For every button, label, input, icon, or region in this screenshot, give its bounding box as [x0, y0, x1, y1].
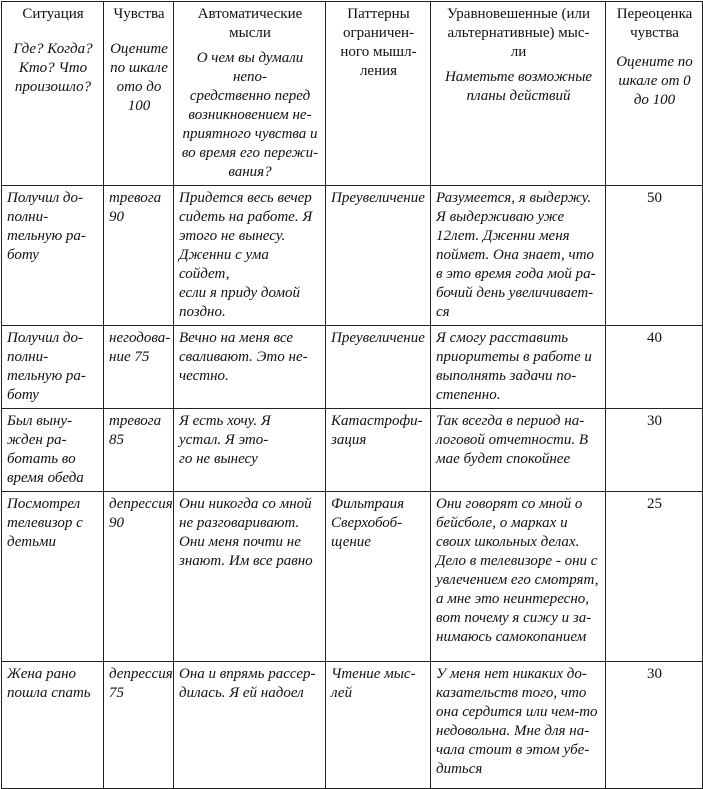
table-row	[2, 186, 703, 326]
table-row	[2, 409, 703, 492]
feelings-cell: тревога 90	[104, 186, 174, 326]
header-subtitle: О чем вы думали непо- средственно перед возникновением не- приятного чувства и во время его пережи- вания?	[181, 50, 319, 180]
header-row	[2, 2, 703, 186]
automatic-thoughts-cell: Вечно на меня все сваливают. Это не- честно.	[174, 326, 326, 409]
header-title: Чувства	[113, 6, 165, 22]
rerate-cell: 30	[606, 662, 703, 789]
situation-cell: Был выну- жден ра- ботать во время обеда	[2, 409, 104, 492]
header-rerate-feelings	[606, 2, 703, 186]
header-feelings	[104, 2, 174, 186]
header-subtitle: Оцените по шкале от 0 до 100	[616, 54, 693, 108]
header-title: Паттерны ограничен- ного мышл- ления	[340, 6, 417, 79]
automatic-thoughts-cell: Они никогда со мной не разговаривают. Они меня почти не знают. Им все равно	[174, 492, 326, 662]
header-title: Уравновешенные (или альтернативные) мыс- ли	[446, 6, 590, 60]
situation-cell: Посмотрел телевизор с детьми	[2, 492, 104, 662]
feelings-cell: тревога 85	[104, 409, 174, 492]
table-row	[2, 492, 703, 662]
header-balanced-thoughts	[431, 2, 606, 186]
header-subtitle: Оцените по шкале ото до 100	[110, 41, 168, 114]
header-situation	[2, 2, 104, 186]
feelings-cell: депрессия 75	[104, 662, 174, 789]
rerate-cell: 30	[606, 409, 703, 492]
automatic-thoughts-cell: Она и впрямь рассер- дилась. Я ей надоел	[174, 662, 326, 789]
pattern-cell: Фильтраия Сверхобоб- щение	[326, 492, 431, 662]
header-subtitle: Наметьте возможные планы действий	[444, 69, 593, 104]
thought-record-table	[1, 1, 703, 789]
balanced-thoughts-cell: Они говорят со мной о бейсболе, о марках и своих школьных делах. Дело в телевизоре - они с увлечением его смотрят, а мне это неинтересно, вот почему я сижу и за- нимаюсь самокопанием	[431, 492, 606, 662]
rerate-cell: 25	[606, 492, 703, 662]
table-row	[2, 662, 703, 789]
balanced-thoughts-cell: Я смогу расставить приоритеты в работе и выполнять задачи по- степенно.	[431, 326, 606, 409]
automatic-thoughts-cell: Я есть хочу. Я устал. Я это- го не вынесу	[174, 409, 326, 492]
situation-cell: Получил до- полни- тельную ра- боту	[2, 186, 104, 326]
rerate-cell: 40	[606, 326, 703, 409]
feelings-cell: негодова- ние 75	[104, 326, 174, 409]
rerate-cell: 50	[606, 186, 703, 326]
header-title: Переоценка чувства	[616, 6, 693, 41]
feelings-cell: депрессия 90	[104, 492, 174, 662]
table-row	[2, 326, 703, 409]
balanced-thoughts-cell: Так всегда в период на- логовой отчетности. В мае будет спокойнее	[431, 409, 606, 492]
pattern-cell: Чтение мыс- лей	[326, 662, 431, 789]
balanced-thoughts-cell: Разумеется, я выдержу. Я выдерживаю уже 12лет. Дженни меня поймет. Она знает, что в это время года мой ра- бочий день увеличивает- ся	[431, 186, 606, 326]
header-title: Автоматические мысли	[197, 6, 303, 41]
pattern-cell: Преувеличение	[326, 326, 431, 409]
header-automatic-thoughts	[174, 2, 326, 186]
header-subtitle: Где? Когда? Кто? Что произошло?	[13, 41, 93, 95]
automatic-thoughts-cell: Придется весь вечер сидеть на работе. Я этого не вынесу. Дженни с ума сойдет, если я приду домой поздно.	[174, 186, 326, 326]
situation-cell: Жена рано пошла спать	[2, 662, 104, 789]
balanced-thoughts-cell: У меня нет никаких до- казательств того, что она сердится или чем-то недовольна. Мне для на- чала стоит в этом убе- диться	[431, 662, 606, 789]
pattern-cell: Катастрофи- зация	[326, 409, 431, 492]
pattern-cell: Преувеличение	[326, 186, 431, 326]
situation-cell: Получил до- полни- тельную ра- боту	[2, 326, 104, 409]
header-thinking-patterns	[326, 2, 431, 186]
header-title: Ситуация	[22, 6, 84, 22]
